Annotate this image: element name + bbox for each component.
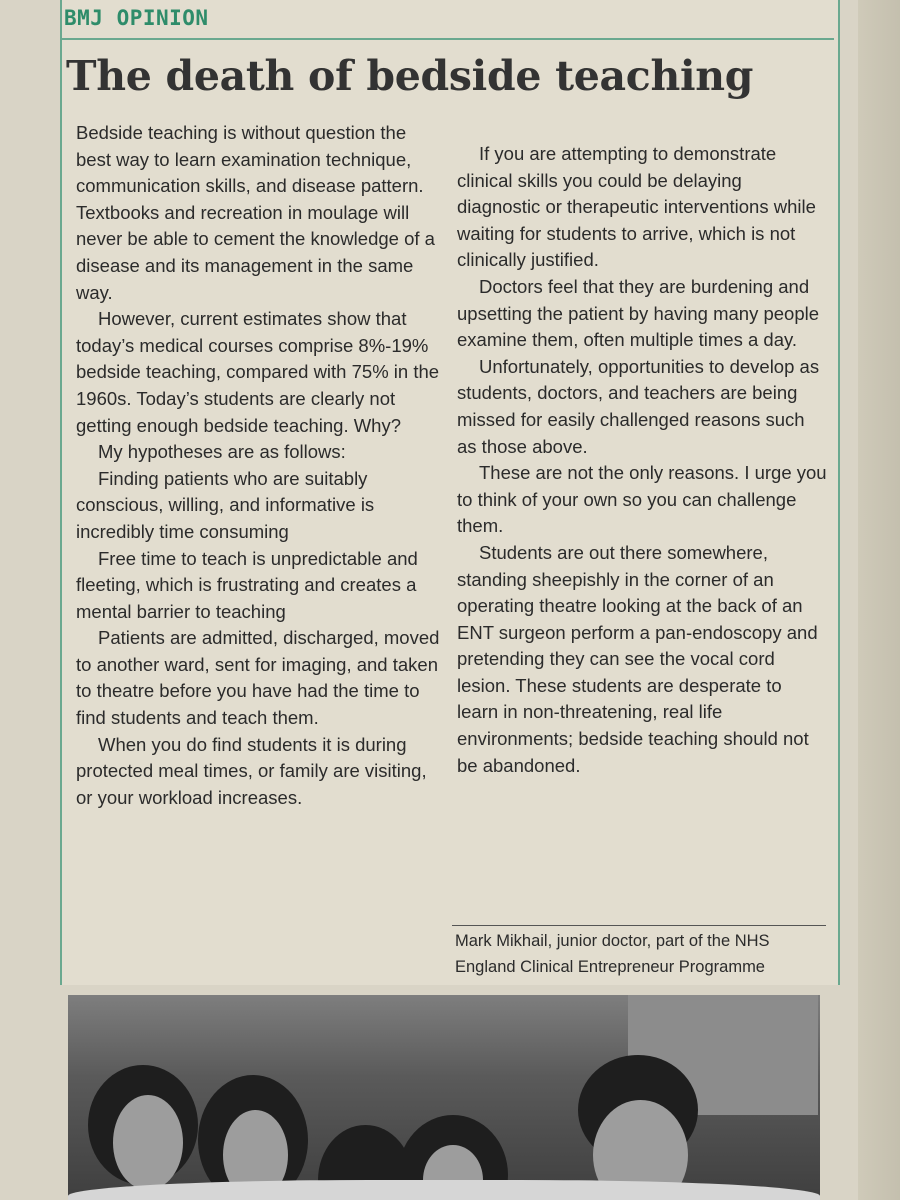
paragraph: Finding patients who are suitably conscious, willing, and informative is incredibly time consuming — [76, 467, 375, 542]
byline-divider — [452, 925, 826, 926]
photo-face — [113, 1095, 183, 1190]
section-divider — [62, 38, 834, 40]
paragraph: Unfortunately, opportunities to develop as students, doctors, and teachers are being missed for easily challenged reasons such as those above. — [457, 355, 820, 457]
article-headline: The death of bedside teaching — [66, 52, 754, 100]
paragraph: When you do find students it is during protected meal times, or family are visiting, or your workload increases. — [76, 733, 427, 808]
paragraph: Bedside teaching is without question the best way to learn examination technique, communication skills, and disease pattern. Textbooks and recreation in moulage will never be able to cement the knowledge of a disease and its management in the same way. — [76, 122, 435, 303]
paragraph: Free time to teach is unpredictable and fleeting, which is frustrating and creates a mental barrier to teaching — [76, 547, 418, 622]
page-edge — [858, 0, 900, 1200]
author-byline: Mark Mikhail, junior doctor, part of the NHS England Clinical Entrepreneur Programme — [455, 932, 770, 976]
left-column — [76, 120, 446, 811]
paragraph: If you are attempting to demonstrate clinical skills you could be delaying diagnostic or therapeutic interventions while waiting for students to arrive, which is not clinically justified. — [457, 143, 816, 271]
paragraph: These are not the only reasons. I urge you to think of your own so you can challenge them. — [457, 462, 827, 537]
article-photo — [68, 995, 820, 1200]
photo-foreground — [68, 1180, 820, 1200]
right-column — [457, 141, 827, 779]
section-label: BMJ OPINION — [64, 6, 209, 30]
paragraph: Patients are admitted, discharged, moved to another ward, sent for imaging, and taken to theatre before you have had the time to find students and teach them. — [76, 627, 440, 729]
paragraph: My hypotheses are as follows: — [98, 441, 346, 463]
paragraph: Doctors feel that they are burdening and upsetting the patient by having many people examine them, often multiple times a day. — [457, 275, 820, 351]
paragraph: However, current estimates show that today’s medical courses comprise 8%-19% bedside teaching, compared with 75% in the 1960s. Today’s students are clearly not getting enough bedside teaching. Why? — [76, 308, 440, 436]
paragraph: Students are out there somewhere, standing sheepishly in the corner of an operating theatre looking at the back of an ENT surgeon perform a pan-endoscopy and pretending they can see the vocal cord lesion. These students are desperate to learn in non-threatening, real life environments; bedside teaching should not be abandoned. — [457, 541, 818, 776]
